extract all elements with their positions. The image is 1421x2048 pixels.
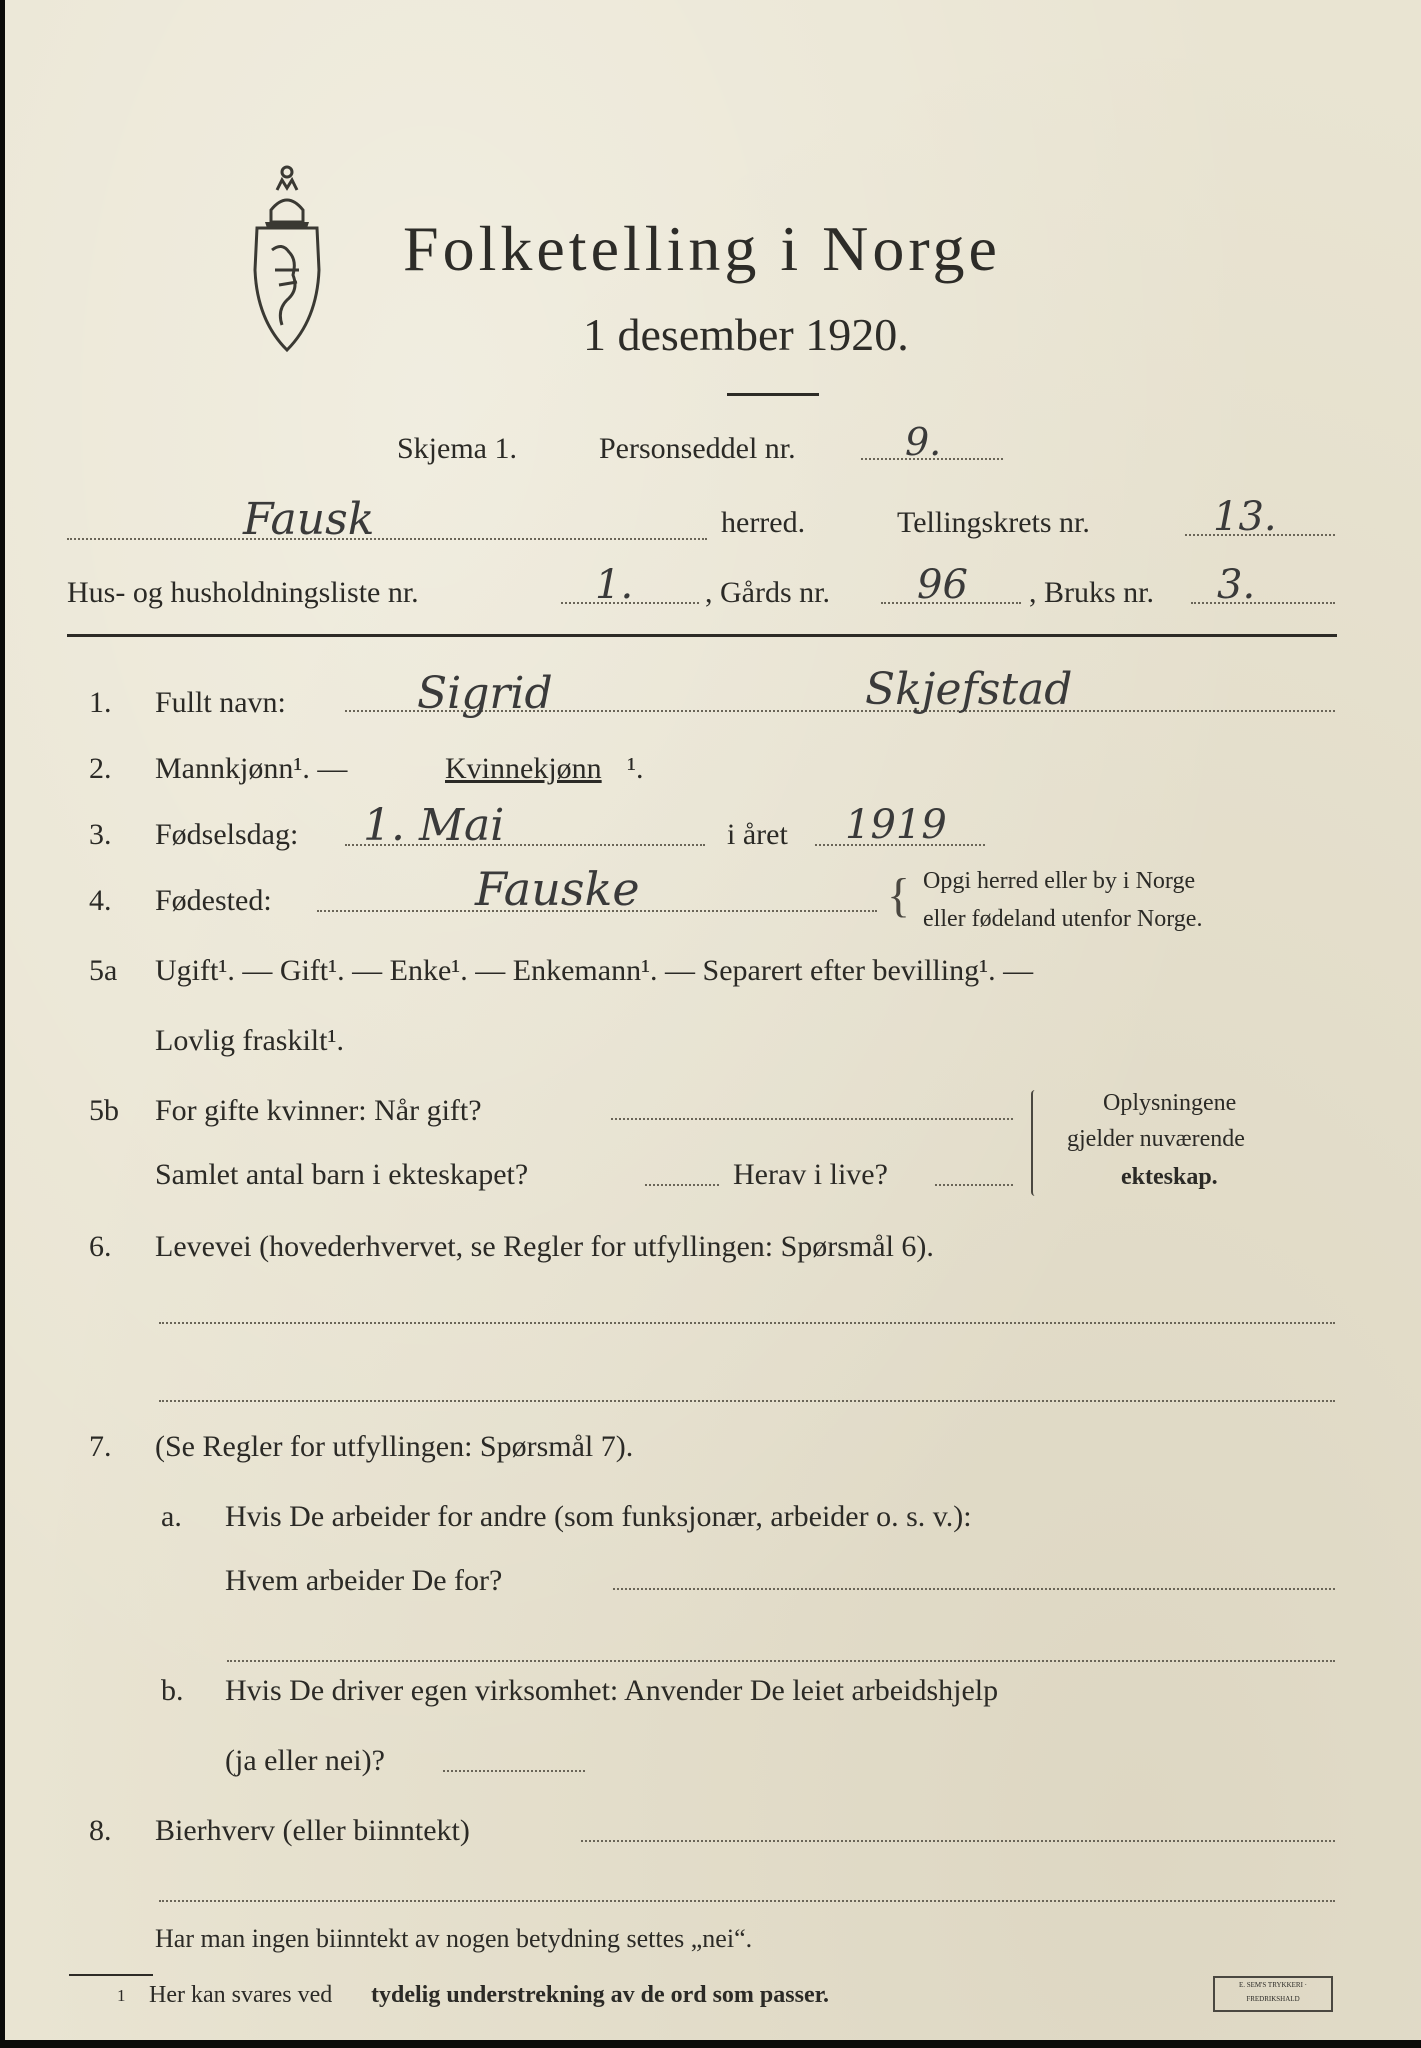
q6-label: Levevei (hovederhvervet, se Regler for utfyllingen: Spørsmål 6). [155, 1230, 934, 1263]
herred-value[interactable]: Fausk [243, 494, 375, 545]
q5a-line1: Ugift¹. — Gift¹. — Enke¹. — Enkemann¹. — Separert efter bevilling¹. — [155, 954, 1034, 987]
form-title: Folketelling i Norge [403, 213, 1001, 284]
q2-kvinne-underlined: Kvinnekjønn [445, 752, 602, 785]
q5b-line2b: Herav i live? [733, 1158, 888, 1191]
skjema-label: Skjema 1. [397, 432, 517, 465]
bruks-value[interactable]: 3. [1217, 562, 1256, 608]
q5b-note-line1: Oplysningene [1103, 1090, 1237, 1116]
q7a-line1: Hvis De arbeider for andre (som funksjonær, arbeider o. s. v.): [225, 1500, 972, 1533]
footnote-rule [69, 1974, 153, 1976]
q7b-line1: Hvis De driver egen virksomhet: Anvender De leiet arbeidshjelp [225, 1674, 999, 1707]
q3-number: 3. [89, 818, 112, 851]
bruks-label: , Bruks nr. [1029, 576, 1155, 609]
q6-number: 6. [89, 1230, 112, 1263]
q5a-line2: Lovlig fraskilt¹. [155, 1024, 344, 1057]
birthplace-value[interactable]: Fauske [475, 862, 640, 916]
q5b-line1: For gifte kvinner: Når gift? [155, 1094, 482, 1127]
husliste-label: Hus- og husholdningsliste nr. [67, 576, 419, 609]
birthdate-value[interactable]: 1. Mai [363, 800, 505, 851]
header-rule [67, 634, 1337, 637]
first-name-value[interactable]: Sigrid [417, 668, 553, 719]
q2-number: 2. [89, 752, 112, 785]
q7-number: 7. [89, 1430, 112, 1463]
gards-label: , Gårds nr. [705, 576, 830, 609]
q1-label: Fullt navn: [155, 686, 286, 719]
husliste-value[interactable]: 1. [595, 562, 634, 608]
q2-kvinne-footnote: ¹. [627, 752, 644, 785]
q3-year-label: i året [727, 818, 788, 851]
q8-label: Bierhverv (eller biinntekt) [155, 1814, 470, 1847]
q5a-number: 5a [89, 954, 118, 987]
q5b-note-line3: ekteskap. [1121, 1164, 1218, 1190]
census-form: Folketelling i Norge 1 desember 1920. Skjema 1. Personseddel nr. 9. Fausk herred. Tellingskrets nr. 13. Hus- og husholdningsliste nr. 1. , Gårds nr. 96 , Bruks nr. 3. 1. Fullt navn: Sigrid Skjefstad 2. Mannkjønn¹. — Kvinnekjønn ¹. 3. Fødselsdag: 1. Mai i året 1919 4. Fødested: Fauske { Opgi herred eller by i Norge eller fødeland utenfor Norge. 5a Ugift¹. — Gift¹. — Enke¹. — Enkemann¹. — Separert efter bevilling¹. — Lovlig fraskilt¹. 5b For gifte kvinner: Når gift? Samlet antal barn i ekteskapet? Herav i live? Oplysningene gjelder nuværende ekteskap. 6. Levevei (hovederhvervet, se Regler for utfyllingen: Spørsmål 6). 7. (Se Regler for utfyllingen: Spørsmål 7). a. Hvis De arbeider for andre (som funksjonær, arbeider o. s. v.): Hvem arbeider De for? b. Hvis De driver egen virksomhet: Anvender De leiet arbeidshjelp (ja eller nei)? 8. Bierhverv (eller biinntekt) Har man ingen biinntekt av nogen betydning settes „nei“. 1 Her kan svares ved tydelig understrekning av de ord som passer. E. SEM'S TRYKKERI · FREDRIKSHALD [5, 0, 1421, 2040]
personseddel-value[interactable]: 9. [905, 420, 942, 464]
q5b-number: 5b [89, 1094, 119, 1127]
q8-number: 8. [89, 1814, 112, 1847]
q7a-line2: Hvem arbeider De for? [225, 1564, 503, 1597]
q7b-number: b. [161, 1674, 184, 1707]
q4-label: Fødested: [155, 884, 272, 917]
coat-of-arms-icon [227, 150, 347, 360]
herred-label: herred. [721, 506, 806, 539]
q5b-line2a: Samlet antal barn i ekteskapet? [155, 1158, 529, 1191]
census-date: 1 desember 1920. [583, 309, 909, 360]
gards-value[interactable]: 96 [917, 562, 968, 608]
q7b-line2: (ja eller nei)? [225, 1744, 385, 1777]
q4-note-line2: eller fødeland utenfor Norge. [923, 906, 1203, 932]
biinntekt-note: Har man ingen biinntekt av nogen betydning settes „nei“. [155, 1924, 753, 1953]
q3-label: Fødselsdag: [155, 818, 299, 851]
last-name-value[interactable]: Skjefstad [865, 664, 1073, 715]
q7-label: (Se Regler for utfyllingen: Spørsmål 7). [155, 1430, 634, 1463]
footnote-text-a: Her kan svares ved [149, 1982, 333, 2008]
footnote-text-b: tydelig understrekning av de ord som passer. [371, 1982, 830, 2008]
personseddel-label: Personseddel nr. [599, 432, 796, 465]
q7a-number: a. [161, 1500, 182, 1533]
q4-number: 4. [89, 884, 112, 917]
title-divider [727, 393, 819, 396]
q2-mann: Mannkjønn¹. — [155, 752, 348, 785]
printer-stamp: E. SEM'S TRYKKERI · FREDRIKSHALD [1213, 1976, 1333, 2012]
tellingskrets-label: Tellingskrets nr. [897, 506, 1090, 539]
footnote-number: 1 [117, 1986, 126, 2005]
q4-note-line1: Opgi herred eller by i Norge [923, 868, 1196, 894]
tellingskrets-value[interactable]: 13. [1213, 494, 1277, 540]
birth-year-value[interactable]: 1919 [845, 802, 947, 848]
q1-number: 1. [89, 686, 112, 719]
q5b-note-line2: gjelder nuværende [1067, 1126, 1245, 1152]
